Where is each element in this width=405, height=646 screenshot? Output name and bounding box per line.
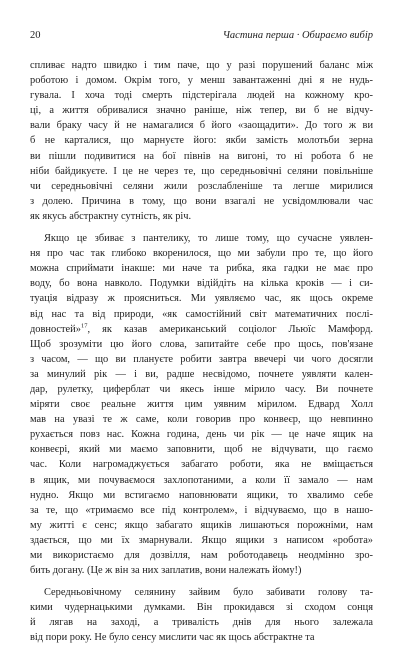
text-line	[30, 276, 373, 291]
text-line	[30, 457, 373, 472]
line-text: ці, а життя обривалися значно раніше, ніж тепер, ви б не відчу-	[30, 105, 373, 117]
text-line	[30, 209, 373, 224]
page-number: 20	[30, 30, 41, 41]
text-line	[30, 615, 373, 630]
line-text: довностей»	[30, 323, 81, 335]
line-text: туація відразу ж проясниться. Ми уявляємо час, як щось окреме	[30, 293, 373, 305]
line-text: ня про час так глибоко вкоренилося, що ми забули про те, що його	[30, 248, 373, 260]
line-text: кими чудернацькими думками. Він прокидався зі сходом сонця	[30, 602, 373, 614]
text-line	[30, 307, 373, 322]
line-text: в ящик, ми почуваємося захлопотаними, а коли її замало — нам	[30, 474, 373, 486]
text-line	[30, 367, 373, 382]
line-text: як якусь абстрактну сутність, як річ.	[30, 210, 192, 222]
line-text: за минулий рік — і ви, радше несвідомо, почнете уявляти калeн-	[30, 368, 373, 380]
line-text: здається, що ми їх змарнували. Якщо ящики з написом «робота»	[30, 534, 373, 546]
footnote-marker[interactable]: 17	[80, 322, 88, 330]
line-text: ви пішли подивитися на бої півнів на вигоні, то ні робота б не	[30, 150, 373, 162]
text-line	[30, 179, 373, 194]
text-line	[30, 533, 373, 548]
line-text: від пори року. Не було сенсу мислити час як щось абстрактне та	[30, 632, 315, 644]
line-text: нудно. Якщо ми встигаємо наповнювати ящики, то хвалимо себе	[30, 489, 373, 501]
text-line	[30, 337, 373, 352]
text-line	[30, 246, 373, 261]
line-text: за те, що «тримаємо все під контролем», і відчуваємо, що в нашо-	[30, 504, 373, 516]
line-text: конвеєрі, який ми маємо заповнити, щоб не відчувати, що гаємо	[30, 444, 373, 456]
line-text: з часом, — що ви плануєте робити завтра ввечері чи чого досягли	[30, 353, 373, 365]
line-text: рухається повз нас. Кожна година, день чи рік — це наче ящик на	[30, 429, 373, 441]
text-line	[30, 397, 373, 412]
text-line	[30, 194, 373, 209]
text-line	[30, 149, 373, 164]
text-line	[30, 118, 373, 133]
text-line	[30, 291, 373, 306]
page-header	[30, 30, 373, 46]
text-line	[30, 473, 373, 488]
text-line	[30, 518, 373, 533]
line-text: спливає надто швидко і тим паче, що у разі порушений баланс між	[30, 60, 373, 71]
text-line	[30, 103, 373, 118]
line-text: вали браку часу й не намагалися б його «заощадити». До того ж ви	[30, 120, 373, 132]
text-line	[30, 630, 373, 645]
line-text: гувала. І хоча тоді смерть підстерігала людей на кожному кро-	[30, 90, 373, 102]
line-text: Щоб зрозуміти цю його слова, запитайте себе про щось, пов'язане	[30, 338, 373, 350]
text-line	[30, 488, 373, 503]
line-text: ніби байдикуєте. І це не через те, що середньовічні селяни повільніше	[30, 165, 373, 177]
line-text: мав на увазі те ж саме, коли говорив про конвеєр, що невпинно	[30, 414, 373, 426]
text-line	[30, 88, 373, 103]
text-line	[30, 503, 373, 518]
running-head: Частина перша · Обираємо вибір	[222, 30, 373, 41]
text-line	[30, 563, 373, 578]
line-text: й лягав на заході, а тривалість днів для нього залежала	[30, 617, 373, 629]
text-line	[30, 58, 373, 73]
line-text: міряти своє реальне життя цим уявним мірилом. Едвард Холл	[30, 399, 373, 411]
text-line	[30, 600, 373, 615]
text-line	[30, 585, 373, 600]
line-text: му житті є сенс; якщо забагато ящиків лишаються порожніми, нам	[30, 519, 373, 531]
line-text: воду, бо вона навколо. Подумки відійдіть на кілька кроків — і си-	[30, 278, 373, 290]
line-text: з долею. Причина в тому, що вони взагалі не усвідомлювали час	[30, 195, 373, 207]
text-line	[30, 322, 373, 337]
line-text: час. Коли нагромаджується забагато роботи, яка не вміщається	[30, 459, 373, 471]
line-text: б не карталися, що марнуєте його: якби замість молотьби зерна	[30, 135, 373, 147]
text-line	[30, 164, 373, 179]
line-text-rest: , як казав американський соціолог Льюїс Мамфорд.	[87, 323, 373, 335]
line-text: Якщо це збиває з пантелику, то лише тому, що сучасне уявлен-	[44, 233, 373, 245]
text-line	[30, 133, 373, 148]
text-line	[30, 412, 373, 427]
text-line	[30, 352, 373, 367]
text-line	[30, 442, 373, 457]
line-text: від нас та від природи, «як самостійний світ математичних послі-	[30, 308, 373, 320]
line-text: чи середньовічні селяни жили розслабленіше та легше мирилися	[30, 180, 373, 192]
text-line	[30, 261, 373, 276]
line-text: роботою і домом. Окрім того, у менш завантаженні дні я не нудь-	[30, 75, 373, 87]
text-line	[30, 427, 373, 442]
line-text: Середньовічному селянину зайвим було забивати голову та-	[44, 587, 373, 599]
text-line	[30, 382, 373, 397]
text-line	[30, 231, 373, 246]
body-text	[30, 58, 373, 646]
line-text: дар, рулетку, циферблат чи якесь інше мірило часу. Ви почнете	[30, 383, 373, 395]
text-line	[30, 548, 373, 563]
line-text: ми використаємо для дозвілля, нам роботодавець неодмінно зро-	[30, 550, 373, 561]
line-text: бить догану. (Це ж він за них заплатив, вони належать йому!)	[30, 565, 302, 577]
line-text: можна сприймати інакше: ми наче та рибка, яка гадки не має про	[30, 263, 373, 275]
text-line	[30, 73, 373, 88]
